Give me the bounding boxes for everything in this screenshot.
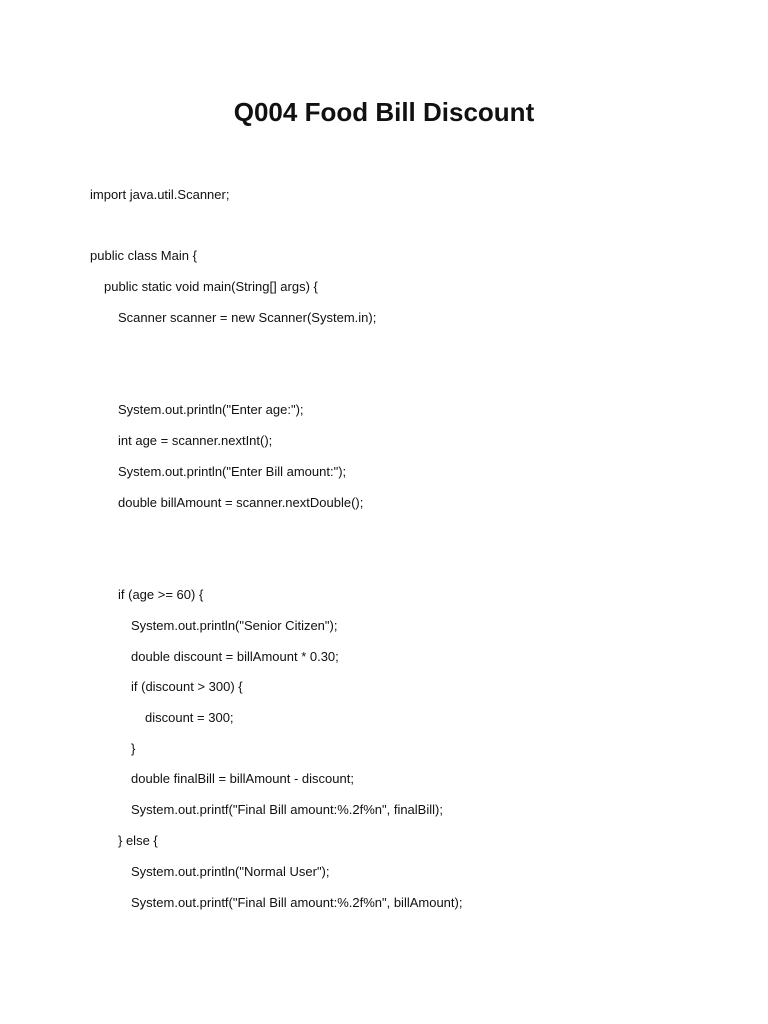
code-line: if (age >= 60) { xyxy=(118,587,204,602)
code-line: System.out.println("Enter age:"); xyxy=(118,402,304,417)
code-line: double discount = billAmount * 0.30; xyxy=(131,649,339,664)
code-line: double billAmount = scanner.nextDouble(); xyxy=(118,495,364,510)
code-line: System.out.printf("Final Bill amount:%.2f%n", finalBill); xyxy=(131,802,443,817)
code-line: public class Main { xyxy=(90,248,197,263)
code-line: System.out.println("Normal User"); xyxy=(131,864,330,879)
document-title: Q004 Food Bill Discount xyxy=(233,97,535,127)
code-line: if (discount > 300) { xyxy=(131,679,243,694)
code-line: public static void main(String[] args) { xyxy=(104,279,318,294)
code-line: System.out.println("Senior Citizen"); xyxy=(131,618,338,633)
code-line: System.out.printf("Final Bill amount:%.2f%n", billAmount); xyxy=(131,895,463,910)
code-line: import java.util.Scanner; xyxy=(90,187,230,202)
code-line: } xyxy=(131,741,136,756)
code-line: } else { xyxy=(118,833,158,848)
code-line: double finalBill = billAmount - discount; xyxy=(131,771,354,786)
code-line: discount = 300; xyxy=(145,710,234,725)
code-line: System.out.println("Enter Bill amount:"); xyxy=(118,464,347,479)
code-line: int age = scanner.nextInt(); xyxy=(118,433,273,448)
code-line: Scanner scanner = new Scanner(System.in); xyxy=(118,310,377,325)
